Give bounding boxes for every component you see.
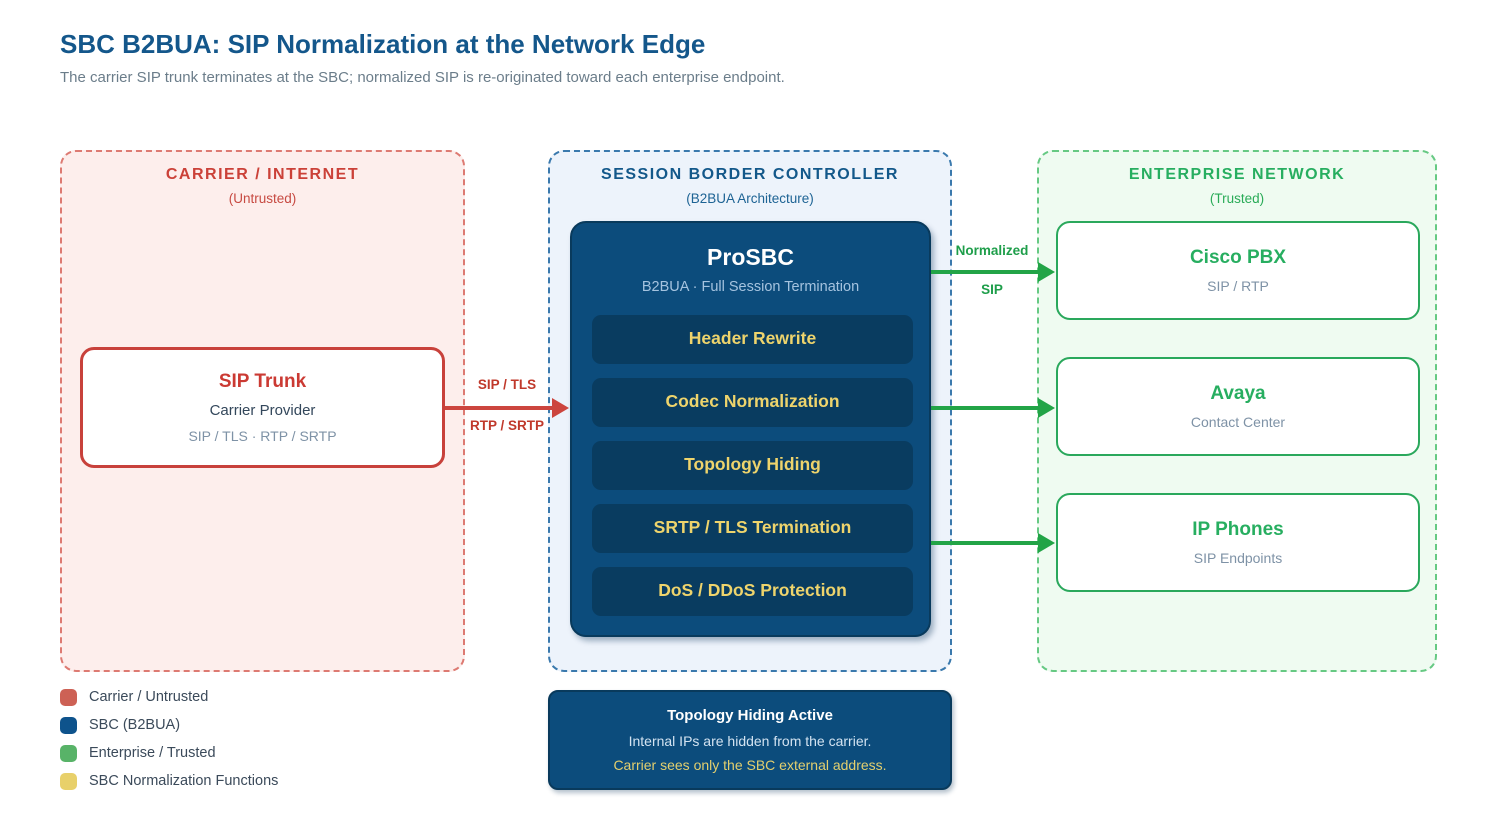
sbc-zone-subtitle: (B2BUA Architecture): [686, 191, 814, 206]
sbc-zone-title: SESSION BORDER CONTROLLER: [601, 166, 899, 183]
arrow-label-sip-tls: SIP / TLS: [477, 377, 537, 392]
sip-trunk-title: SIP Trunk: [218, 371, 307, 392]
arrow-line: [931, 541, 1039, 545]
endpoint-cisco-pbx: [1056, 221, 1420, 320]
endpoint-ip-phones: [1056, 493, 1420, 592]
arrow-right-icon: [552, 398, 569, 418]
sip-trunk-provider: Carrier Provider: [209, 402, 316, 419]
prosbc-title: ProSBC: [707, 244, 794, 270]
endpoint-title: IP Phones: [1192, 519, 1284, 540]
prosbc-subtitle: B2BUA · Full Session Termination: [641, 279, 860, 295]
function-srtp-tls-termination: SRTP / TLS Termination: [592, 504, 913, 553]
legend-item-carrier: [60, 688, 278, 706]
function-codec-normalization: Codec Normalization: [592, 378, 913, 427]
legend-swatch-carrier: [60, 689, 77, 706]
callout-title: Topology Hiding Active: [667, 707, 833, 724]
arrow-label-rtp-srtp: RTP / SRTP: [469, 418, 544, 433]
function-header-rewrite: Header Rewrite: [592, 315, 913, 364]
callout-line2: Carrier sees only the SBC external address.: [613, 757, 887, 773]
sip-trunk-protocols: SIP / TLS · RTP / SRTP: [188, 428, 337, 444]
sip-trunk-node: [80, 347, 445, 468]
legend-swatch-enterprise: [60, 745, 77, 762]
page-title: SBC B2BUA: SIP Normalization at the Network Edge: [60, 29, 706, 59]
enterprise-zone-title: ENTERPRISE NETWORK: [1128, 166, 1346, 183]
endpoint-subtitle: Contact Center: [1190, 414, 1286, 430]
arrow-right-icon: [1038, 262, 1055, 282]
legend-item-normalization: [60, 772, 278, 790]
arrow-line: [931, 270, 1039, 274]
legend-label: SBC (B2BUA): [89, 717, 181, 733]
endpoint-subtitle: SIP Endpoints: [1193, 550, 1283, 566]
carrier-zone-title: CARRIER / INTERNET: [165, 166, 360, 183]
page-subtitle: The carrier SIP trunk terminates at the SBC; normalized SIP is re-originated toward each enterprise endpoint.: [60, 69, 785, 86]
function-topology-hiding: Topology Hiding: [592, 441, 913, 490]
legend-swatch-normalization: [60, 773, 77, 790]
arrow-line: [445, 406, 555, 410]
enterprise-zone-subtitle: (Trusted): [1209, 191, 1265, 206]
endpoint-avaya: [1056, 357, 1420, 456]
legend-label: SBC Normalization Functions: [89, 773, 279, 789]
endpoint-subtitle: SIP / RTP: [1207, 278, 1269, 294]
legend-label: Enterprise / Trusted: [89, 745, 216, 761]
arrow-right-icon: [1038, 398, 1055, 418]
carrier-zone-subtitle: (Untrusted): [228, 191, 297, 206]
arrow-right-icon: [1038, 533, 1055, 553]
callout-line1: Internal IPs are hidden from the carrier.: [628, 733, 872, 749]
topology-hiding-callout: [548, 690, 952, 790]
legend: [60, 688, 278, 800]
endpoint-title: Cisco PBX: [1189, 247, 1287, 268]
legend-swatch-sbc: [60, 717, 77, 734]
arrow-label-sip: SIP: [981, 282, 1003, 297]
function-dos-ddos-protection: DoS / DDoS Protection: [592, 567, 913, 616]
prosbc-node: [570, 221, 931, 637]
arrow-label-normalized: Normalized: [955, 243, 1029, 258]
endpoint-title: Avaya: [1210, 383, 1266, 404]
legend-item-sbc: [60, 716, 278, 734]
legend-label: Carrier / Untrusted: [89, 689, 209, 705]
legend-item-enterprise: [60, 744, 278, 762]
arrow-line: [931, 406, 1039, 410]
